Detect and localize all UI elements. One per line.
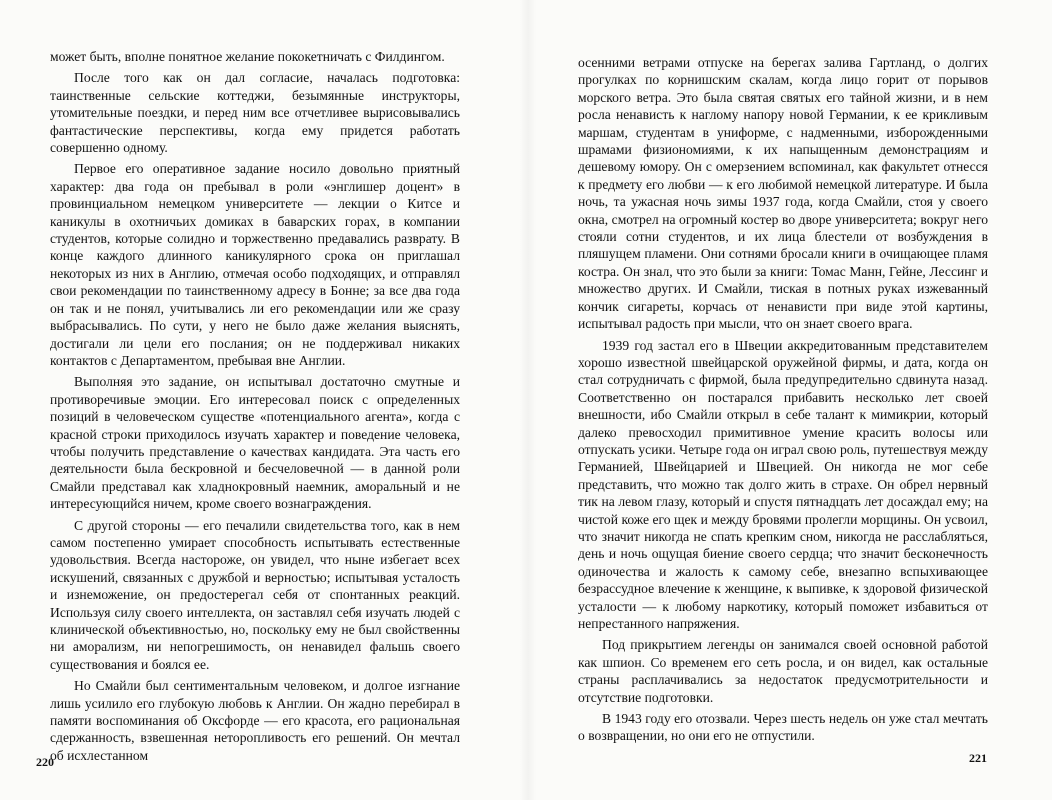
paragraph: С другой стороны — его печалили свидетельства того, как в нем самом постепенно умирает способность испытывать естественные удовольствия. Всегда настороже, он увидел, что ныне избегает всех искушений, связанных с дружбой и верностью; испытывая усталость и изнеможение, он предостерегал себя от спонтанных реакций. Используя силу своего интеллекта, он заставлял себя изучать людей с клинической объективностью, но, поскольку ему не был свойственны ни аморализм, ни непогрешимость, он ненавидел фальшь своего существования и боялся ее. [50, 517, 460, 672]
paragraph: Но Смайли был сентиментальным человеком, и долгое изгнание лишь усилило его глубокую любовь к Англии. Он жадно перебирал в памяти воспоминания об Оксфорде — его красота, его рациональная сдержанность, взвешенная неторопливость его решений. Он мечтал об исхлестанном [50, 678, 460, 763]
paragraph: 1939 год застал его в Швеции аккредитованным представителем хорошо известной швейцарской оружейной фирмы, и дата, когда он стал сотрудничать с фирмой, была предупредительно сдвинута назад. Соответственно он постарался прибавить несколько лет своей внешности, ибо Смайли открыл в себе талант к мимикрии, который далеко превосходил примитивное умение красить волосы или отпускать усики. Четыре года он играл свою роль, путешествуя между Германией, Швейцарией и Швецией. Он никогда не мог себе представить, что можно так долго жить в страхе. Он обрел нервный тик на левом глазу, который и спустя пятнадцать лет досаждал ему; на чистой коже его щек и между бровями пролегли морщины. Он усвоил, что значит никогда не спать крепким сном, никогда не расслабляться, день и ночь ощущая биение своего сердца; что значит бесконечность одиночества и жалость к самому себе, внезапно вспыхивающее безрассудное влечение к женщине, к выпивке, к здоровой физической усталости — к любому наркотику, который поможет избавиться от непрестанного напряжения. [578, 337, 988, 631]
paragraph: После того как он дал согласие, началась подготовка: таинственные сельские коттеджи, безымянные инструкторы, утомительные поездки, и перед ним все отчетливее вырисовывались фантастические перспективы, когда ему придется работать совершенно одному. [50, 70, 460, 156]
page-number-right: 221 [969, 751, 987, 765]
page-number-left: 220 [36, 755, 54, 769]
page-gutter [520, 0, 536, 800]
paragraph: Первое его оперативное задание носило довольно приятный характер: два года он пребывал в роли «энглишер доцент» в провинциальном немецком университете — лекции о Китсе и каникулы в охотничьих домиках в баварских горах, в компании студентов, которые солидно и торжественно предавались разврату. В конце каждого длинного каникулярного срока он приглашал некоторых из них в Англию, отмечая особо подходящих, и отправлял свои рекомендации по таинственному адресу в Бонне; за все два года он так и не понял, учитывались ли его рекомендации или же сразу выбрасывались. По сути, у него не было даже желания выяснять, достигали ли цели его послания; он не поддерживал никаких контактов с Департаментом, пребывая вне Англии. [50, 161, 460, 368]
paragraph: осенними ветрами отпуске на берегах залива Гартланд, о долгих прогулках по корнишским скалам, когда лицо горит от порывов морского ветра. Это была святая святых его тайной жизни, и в нем росла ненависть к наглому напору новой Германии, к ее крикливым маршам, студентам в униформе, с надменными, изборожденными шрамами физиономиями, к их напыщенным демонстрациям и дешевому юмору. Он с омерзением вспоминал, как факультет отнесся к предмету его любви — к его любимой немецкой литературе. И была ночь, та ужасная ночь зимы 1937 года, когда Смайли, стоя у своего окна, смотрел на огромный костер во дворе университета; вокруг него стояли сотни студентов, и их лица блестели от возбуждения в пляшущем пламени. Они сотнями бросали книги в очищающее пламя костра. Он знал, что это были за книги: Томас Манн, Гейне, Лессинг и множество других. И Смайли, тиская в потных руках изжеванный кончик сигареты, корчась от ненависти при виде этой картины, испытывал радость при мысли, что он знает своего врага. [578, 55, 988, 332]
paragraph: Выполняя это задание, он испытывал достаточно смутные и противоречивые эмоции. Его интересовал поиск с определенных позиций в человеческом существе «потенциального агента», когда с красной строки приходилось изучать характер и поведение человека, чтобы получить представление о качествах кандидата. Эта часть его деятельности была бескровной и бесчеловечной — в данной роли Смайли представал как хладнокровный наемник, аморальный и не интересующийся ничем, кроме своего вознаграждения. [50, 374, 460, 512]
paragraph: может быть, вполне понятное желание пококетничать с Филдингом. [50, 49, 445, 64]
paragraph: Под прикрытием легенды он занимался своей основной работой как шпион. Со временем его сеть росла, и он видел, как остальные страны расплачивались за недостаток предусмотрительности и отсутствие подготовки. [578, 637, 988, 705]
right-page [578, 54, 988, 745]
paragraph: В 1943 году его отозвали. Через шесть недель он уже стал мечтать о возвращении, но они его не отпустили. [578, 711, 988, 744]
left-page [50, 48, 460, 764]
